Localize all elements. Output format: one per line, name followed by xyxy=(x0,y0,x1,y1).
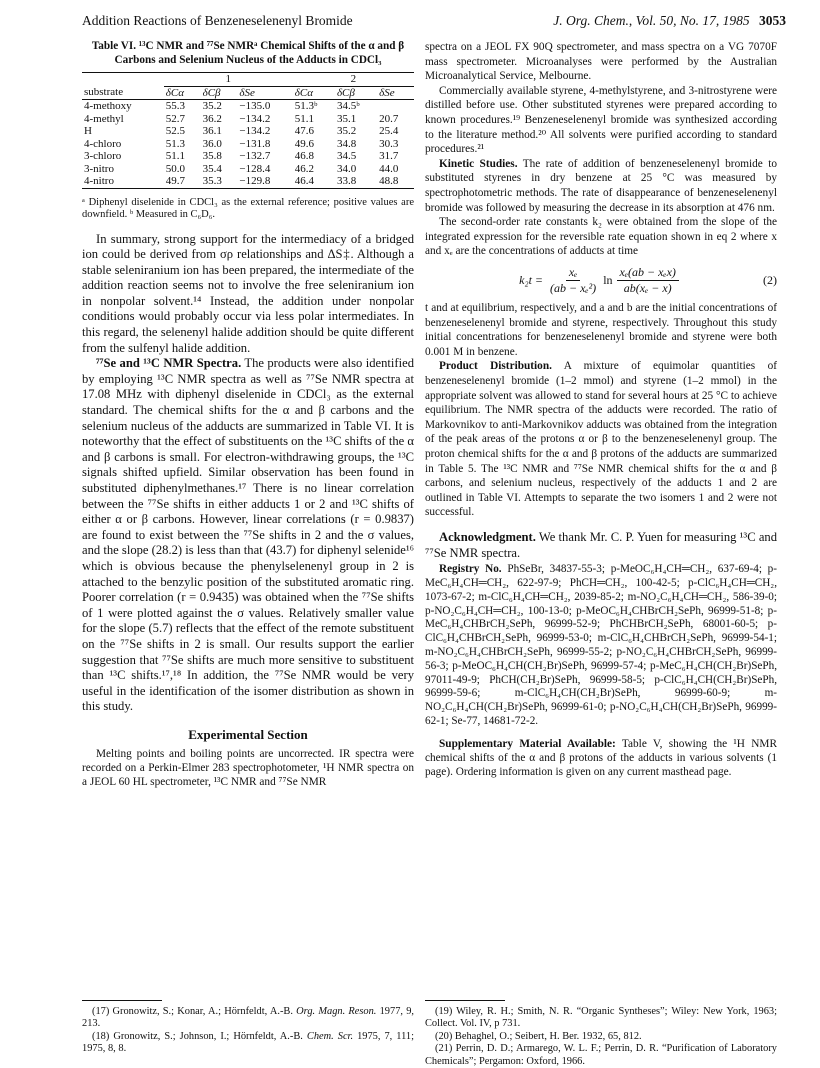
table-cell: 51.3ᵇ xyxy=(294,100,318,112)
footnote: (21) Perrin, D. D.; Armarego, W. L. F.; Perrin, D. R. “Purification of Laboratory Chemicals”; Pergamon: Oxford, 1966. xyxy=(425,1043,777,1067)
journal-volume: Vol. 50, No. 17, 1985 xyxy=(635,13,750,28)
table-cell: 46.8 xyxy=(294,150,314,162)
table-cell: 52.5 xyxy=(165,125,186,137)
paragraph-summary: In summary, strong support for the intermediacy of a bridged ion could be derived from σρ relationships and ΔS‡. Although a stable seleniranium ion has been prepared, the intermediate of the addition reaction seems not to involve the free seleniranium ion in nonpolar solvent.¹⁴ Instead, the addition under nonpolar conditions would probably occur via less polar intermediates. In this regard, the selenenyl halide addition should be quite different from the sulfenyl halide addition. xyxy=(82,231,414,355)
equation-number: (2) xyxy=(763,272,777,287)
col-header: δSe xyxy=(237,86,292,100)
table-cell: 35.8 xyxy=(202,150,222,162)
runin-heading: ⁷⁷Se and ¹³C NMR Spectra. xyxy=(96,356,242,371)
table-cell: 36.2 xyxy=(202,112,222,125)
runin-heading: Supplementary Material Available: xyxy=(439,737,616,750)
table-cell: 36.1 xyxy=(202,125,222,137)
runin-heading: Kinetic Studies. xyxy=(439,157,518,170)
table-cell: 44.0 xyxy=(379,162,399,175)
table-footnote: ᵃ Diphenyl diselenide in CDCl₃ as the external reference; positive values are downfield. ᵇ Measured in C₆D₆. xyxy=(82,196,414,220)
row-substrate: 3-nitro xyxy=(84,162,114,175)
paragraph-instruments: spectra on a JEOL FX 90Q spectrometer, and mass spectra on a VG 7070F mass spectrometer. Microanalyses were performed by the Australian Microanalytical Service, Melbourne. xyxy=(425,41,777,83)
table-cell: 35.2 xyxy=(336,125,357,137)
table-cell: 51.1 xyxy=(165,150,186,162)
group-2-header: 2 xyxy=(293,73,414,87)
table-cell: 50.0 xyxy=(165,162,186,175)
table-cell: −134.2 xyxy=(239,125,271,137)
table-cell: 49.7 xyxy=(164,175,201,188)
table-cell: −129.8 xyxy=(237,175,292,188)
table-cell xyxy=(377,100,414,113)
table-title: Table VI. ¹³C NMR and ⁷⁷Se NMRᵃ Chemical Shifts of the α and β Carbons and Selenium Nucleus of the Adducts in CDCl₃ xyxy=(91,40,405,66)
table-cell: 51.3 xyxy=(165,137,186,150)
equation-fraction: $\frac{\text{xₑ}}{\text{(ab − xₑ²)}}$ xyxy=(550,264,597,295)
table-cell: 25.4 xyxy=(379,125,399,137)
col-header: δCα xyxy=(164,86,201,100)
table-row xyxy=(82,138,414,151)
paragraph-experimental: Melting points and boiling points are uncorrected. IR spectra were recorded on a Perkin-Elmer 283 spectrophotometer, ¹H NMR spectra on a JEOL 60 HL spectrometer, ¹³C NMR and ⁷⁷Se NMR xyxy=(82,748,414,789)
table-cell: 51.1 xyxy=(294,112,314,125)
footnote: (18) Gronowitz, S.; Johnson, I.; Hörnfeldt, A.-B. Chem. Scr. 1975, 7, 111; 1975, 8, 8. xyxy=(82,1030,415,1055)
table-cell: 52.7 xyxy=(165,112,186,125)
equation-lhs: k₂t = xyxy=(519,272,544,287)
table-cell: 34.5ᵇ xyxy=(336,100,360,112)
table-cell: 35.3 xyxy=(201,175,238,188)
col-header: δCα xyxy=(293,86,335,100)
table-cell: 31.7 xyxy=(379,150,399,162)
row-substrate: H xyxy=(84,125,92,137)
table-cell: −134.2 xyxy=(239,112,271,125)
paragraph-nmr: ⁷⁷Se and ¹³C NMR Spectra. The products were also identified by employing ¹³C NMR spectra as well as ⁷⁷Se NMR spectra at 17.08 MHz with diphenyl diselenide in CDCl₃ as the external standard. The chemical shifts for the α and β carbons and the selenium nucleus of the adducts are summarized in Table VI. It is noteworthy that the effect of substituents on the ¹³C shifts of the α and β carbons is small. For electron-withdrawing groups, the ¹³C signals shifted upfield. Similar observation has been found in substituted diphenylmethanes.¹⁷ There is no linear correlation between the ⁷⁷Se shifts in either adducts 1 or 2 and ¹³C shifts of either α or β carbons. However, linear correlations (r = 0.9837) are found to exist between the ⁷⁷Se shifts in 2 and the σ values, and the slope (28.2) is less than that (43.7) for diphenyl selenide¹⁶ which is obvious because the phenylselenenyl group in 2 is attached to the benzylic position of the substituted aromatic ring. Poorer correlation (r = 0.9435) was obtained when the ⁷⁷Se shifts of 1 were plotted against the σ values. Relatively smaller value for the slope (5.7) reflects that the effect of the remote substituent on the ⁷⁷Se shifts in 2 is small. Our results support the earlier suggestion that ⁷⁷Se shifts are much more sensitive to substituent than ¹³C shifts.¹⁷,¹⁸ In addition, the ⁷⁷Se NMR would be very useful in the identification of the isomer distribution as shown in this study. xyxy=(82,356,414,714)
paragraph-concentrations: t and at equilibrium, respectively, and a and b are the initial concentrations of benzeneselenenyl bromide and styrene, respectively. Throughout this study initial concentrations for benzeneselenenyl bromide and styrene were both 0.001 M in benzene. xyxy=(425,302,777,358)
col-header: δCβ xyxy=(201,86,238,100)
table-cell: 36.0 xyxy=(202,137,222,150)
footnote: (19) Wiley, R. H.; Smith, N. R. “Organic Syntheses”; Wiley: New York, 1963; Collect. Vol. IV, p 731. xyxy=(425,1006,777,1030)
paragraph-acknowledgment: Acknowledgment. We thank Mr. C. P. Yuen for measuring ¹³C and ⁷⁷Se NMR spectra. xyxy=(425,530,777,560)
table-cell: 35.4 xyxy=(202,162,222,175)
col-header: δCβ xyxy=(335,86,377,100)
runin-heading: Product Distribution. xyxy=(439,360,552,373)
journal-name: J. Org. Chem. xyxy=(553,13,629,28)
equation-2 xyxy=(425,265,777,295)
runin-heading: Registry No. xyxy=(439,563,502,576)
table-row xyxy=(82,175,414,188)
col-substrate: substrate xyxy=(82,86,164,100)
equation-ln: ln xyxy=(603,272,613,287)
group-1-header: 1 xyxy=(164,73,293,87)
table-cell: 35.2 xyxy=(202,100,222,112)
table-row xyxy=(82,150,414,163)
table-row xyxy=(82,100,414,113)
row-substrate: 4-methoxy xyxy=(84,100,132,112)
table-cell: 48.8 xyxy=(377,175,414,188)
footnote-rule-right xyxy=(425,1000,505,1001)
table-cell: 47.6 xyxy=(294,125,314,137)
paragraph-product-distribution: Product Distribution. A mixture of equimolar quantities of benzeneselenenyl bromide (1–2 mmol) and styrene (1–2 mmol) in the appropriate solvent was allowed to stand for several hours at 25 °C to achieve equilibrium. The NMR spectra of the adducts were recorded. The ratio of Markovnikov to anti-Markovnikov adducts was obtained from the integration of the peak areas of the protons α or β to the benzeneselenenyl group. The proton chemical shifts for the α and β protons of the adducts are summarized in Table 5. The ¹³C NMR and ⁷⁷Se NMR chemical shifts for the α and β carbons, and selenium nucleus, respectively of the adducts 1 and 2 are outlined in Table VI. Attempts to separate the two isomers 1 and 2 were not successful. xyxy=(425,360,778,519)
table-cell: 46.4 xyxy=(293,175,335,188)
left-column xyxy=(82,40,414,789)
page-number: 3053 xyxy=(759,13,786,28)
table-row xyxy=(82,113,414,126)
row-substrate: 4-methyl xyxy=(84,112,124,125)
table-cell: 20.7 xyxy=(379,112,399,125)
footnotes-right xyxy=(425,1006,777,1068)
right-column xyxy=(425,40,777,779)
running-title: Addition Reactions of Benzeneselenenyl Bromide xyxy=(82,13,353,28)
journal-citation: J. Org. Chem., Vol. 50, No. 17, 1985 3053 xyxy=(553,13,786,28)
row-substrate: 4-nitro xyxy=(82,175,164,188)
table-cell: 34.0 xyxy=(336,162,357,175)
paragraph-materials: Commercially available styrene, 4-methylstyrene, and 3-nitrostyrene were distilled before use. Other substituted styrenes were prepared according to known procedures.¹⁹ Benzeneselenenyl bromide was synthesized according to the literature method.²⁰ All solvents were purified according to standard procedures.²¹ xyxy=(425,84,777,156)
footnote-rule-left xyxy=(82,1000,162,1001)
table-cell: 34.5 xyxy=(336,150,357,162)
table-cell: 55.3 xyxy=(165,100,186,112)
table-cell: −131.8 xyxy=(239,137,271,150)
section-heading: Experimental Section xyxy=(188,726,308,742)
table-cell: −135.0 xyxy=(239,100,271,112)
table-cell: 49.6 xyxy=(294,137,314,150)
paragraph-rate-constants: The second-order rate constants k₂ were obtained from the slope of the integrated expression for the reversible rate equation shown in eq 2 where x and xₑ are the concentrations of adducts at time xyxy=(425,216,777,258)
footnote: (17) Gronowitz, S.; Konar, A.; Hörnfeldt, A.-B. Org. Magn. Reson. 1977, 9, 213. xyxy=(82,1006,414,1030)
paragraph-supplementary: Supplementary Material Available: Table V, showing the ¹H NMR chemical shifts of the α and β protons of the adducts in various solvents (1 page). Ordering information is given on any current masthead page. xyxy=(425,737,777,778)
table-cell: 33.8 xyxy=(335,175,377,188)
table-cell: −132.7 xyxy=(239,150,271,162)
table-row xyxy=(82,125,414,138)
nmr-table xyxy=(82,72,414,189)
row-substrate: 3-chloro xyxy=(84,150,122,162)
footnotes-left xyxy=(82,1006,414,1056)
equation-fraction: $\frac{\text{xₑ(ab − xₑx)}}{\text{ab(xₑ − x)}}$ xyxy=(617,265,679,295)
table-cell: 46.2 xyxy=(294,162,314,175)
table-row xyxy=(82,163,414,176)
table-cell: 30.3 xyxy=(379,137,399,150)
col-header: δSe xyxy=(377,86,414,100)
row-substrate: 4-chloro xyxy=(84,137,122,150)
paragraph-kinetics: Kinetic Studies. The rate of addition of benzeneselenenyl bromide to substituted styrenes in dry benzene at 25 °C was measured by spectrophotometric methods. The rate of disappearance of benzeneselenenyl bromide was followed by measuring the decrease in its absorption at 476 nm. xyxy=(425,157,777,214)
footnote: (20) Behaghel, O.; Seibert, H. Ber. 1932, 65, 812. xyxy=(435,1030,642,1042)
table-cell: −128.4 xyxy=(239,162,271,175)
table-cell: 35.1 xyxy=(336,112,357,125)
runin-heading: Acknowledgment. xyxy=(439,530,536,544)
table-cell: 34.8 xyxy=(336,137,357,150)
paragraph-registry: Registry No. PhSeBr, 34837-55-3; p-MeOC₆H₄CH═CH₂, 637-69-4; p-MeC₆H₄CH═CH₂, 622-97-9; PhCH═CH₂, 100-42-5; p-ClC₆H₄CH═CH₂, 1073-67-2; m-ClC₆H₄CH═CH₂, 2039-85-2; m-NO₂C₆H₄CH═CH₂, 586-39-0; p-NO₂C₆H₄CH═CH₂, 100-13-0; p-MeOC₆H₄CHBrCH₂SePh, 96999-51-8; p-MeC₆H₄CHBrCH₂SePh, 96999-52-9; PhCHBrCH₂SePh, 68001-60-5; p-ClC₆H₄CHBrCH₂SePh, 96999-53-0; m-ClC₆H₄CHBrCH₂SePh, 96999-54-1; m-NO₂C₆H₄CHBrCH₂SePh, 96999-55-2; p-NO₂C₆H₄CHBrCH₂SePh, 96999-56-3; p-MeOC₆H₄CH(CH₂Br)SePh, 96999-57-4; p-MeC₆H₄CH(CH₂Br)SePh, 97011-49-9; PhCH(CH₂Br)SePh, 96999-58-5; p-ClC₆H₄CH(CH₂Br)SePh, 96999-59-6; m-ClC₆H₄CH(CH₂Br)SePh, 96999-60-9; m-NO₂C₆H₄CH(CH₂Br)SePh, 96999-61-0; p-NO₂C₆H₄CH(CH₂Br)SePh, 96999-62-1; Se-77, 14681-72-2. xyxy=(425,563,777,727)
